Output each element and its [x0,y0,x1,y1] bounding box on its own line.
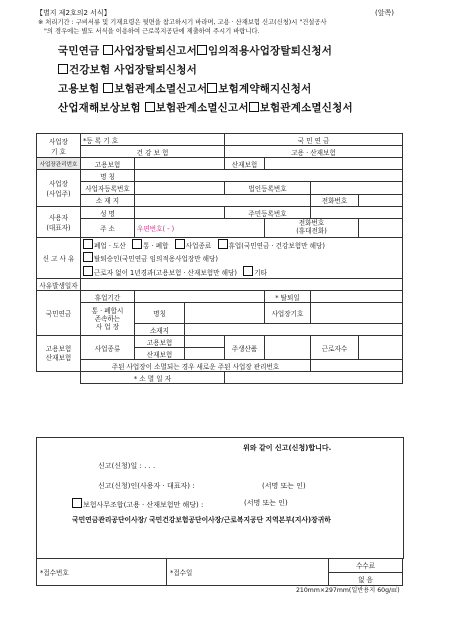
declaration-text: 위와 같이 신고(신청)합니다. [243,444,332,452]
name-label: 명 칭 [81,170,135,182]
leave-period-label: 휴업기간 [81,291,135,303]
reason-row-1: 폐업 · 도산 통 · 폐합 사업종료 휴업(국민연금 · 건강보험만 해당) [81,238,403,252]
reason-row-3: 근로자 없이 1년경과(고용보험 · 산재보험만 해당) 기타 [81,265,403,279]
reason-withdraw-checkbox[interactable] [83,252,93,262]
extinction-date-field[interactable] [225,372,403,384]
merger-address-label: 소재지 [135,324,185,336]
agent-signature[interactable]: (서명 또는 인) [244,499,288,507]
rep-name-label: 성 명 [81,207,135,219]
succession-field[interactable] [311,360,403,372]
recipients: 국민연금관리공단이사장/ 국민건강보험공단이사장/근로복지공단 지역본부(지사)장귀하 [72,516,331,524]
checkbox[interactable] [58,64,68,74]
merger-name-field[interactable] [185,303,265,324]
application-date: 신고(신청)일 : . . . [98,462,156,470]
merger-code-label: 사업장기호 [265,303,311,324]
reason-suspension-checkbox[interactable] [218,239,228,249]
biz-type-ei-label: 고용보험 [135,336,185,348]
workers-field[interactable] [359,336,403,360]
reason-end-checkbox[interactable] [175,239,185,249]
health-label: 건 강 보 험 [81,146,225,158]
extinction-date-label: * 소 멸 일 자 [81,372,225,384]
checkbox[interactable] [103,45,113,55]
mobile-phone-field[interactable] [359,219,403,238]
paper-size-footer: 210mm×297mm(일반용지 60g/㎡) [296,587,400,594]
workers-label: 근로자수 [311,336,359,360]
instruction-line-1: ※ 처리기간 : 구비서류 및 기재요령은 뒷면을 참고하시기 바라며, 고용 · 산재보험 신고(신청)시 "건설공사 [38,19,327,26]
checkbox[interactable] [249,102,259,112]
employment-ins-field[interactable] [135,158,225,170]
insurance-agent-checkbox[interactable] [72,498,82,508]
report-reason-label: 신 고 사 유 [37,238,81,279]
report-form [36,133,403,384]
biz-type-label: 사업종류 [81,336,135,360]
phone-label: 전화번호 [311,194,359,206]
merger-name-label: 명칭 [135,303,185,324]
receipt-table [36,558,403,586]
accident-ins-label: 산재보험 [225,158,265,170]
biz-type-ai-field[interactable] [185,348,225,360]
title-line-2: 건강보험 사업장탈퇴신청서 [58,64,197,76]
phone-field[interactable] [359,194,403,206]
pension-label: 국 민 연 금 [225,134,403,146]
page-side: (앞쪽) [375,9,394,17]
applicant-label: 신고(신청)인(사용자 · 대표자) : [98,482,195,490]
receipt-date-label: *접수일 [167,559,329,586]
main-product-field[interactable] [265,336,311,360]
checkbox[interactable] [145,102,155,112]
biz-reg-no-label: 사업자등록번호 [81,182,135,194]
emp-accident-label: 고용 · 산재보험 [225,146,403,158]
address-label: 소 재 지 [81,194,135,206]
workplace-mgmt-no-label: 사업장관리번호 [37,158,81,170]
title-line-1: 국민연금 사업장탈퇴신고서 임의적용사업장탈퇴신청서 [58,45,333,57]
resident-no-label: 주민등록번호 [225,207,311,219]
leave-period-field[interactable] [135,291,265,303]
workplace-code-label: 사업장 기 호 [37,134,81,158]
checkbox[interactable] [197,45,207,55]
reason-merger-checkbox[interactable] [132,239,142,249]
mobile-phone-label: 전화번호 (휴대전화) [265,219,359,238]
title-line-3: 고용보험 보험관계소멸신고서 보험계약해지신청서 [58,83,312,95]
merger-address-field[interactable] [185,324,403,336]
checkbox[interactable] [103,83,113,93]
surviving-workplace-label: 통 · 폐합시 존속하는 사 업 장 [81,303,135,336]
insurance-agent-line: 보험사무조합(고용 · 산재보험만 해당) : [72,498,203,510]
withdraw-date-field[interactable] [311,291,403,303]
fee-value: 없 음 [329,572,403,586]
succession-label: 주된 사업장이 소멸되는 경우 새로운 주된 사업장 관리번호 [81,360,311,372]
national-pension-section: 국민연금 [37,291,81,336]
biz-type-ei-field[interactable] [185,336,225,348]
address-field[interactable] [135,194,311,206]
ei-ai-section: 고용보험 산재보험 [37,336,81,372]
reason-closure-checkbox[interactable] [83,239,93,249]
accident-ins-field[interactable] [265,158,403,170]
employment-ins-label: 고용보험 [81,158,135,170]
title-line-4: 산업재해보상보험 보험관계소멸신고서 보험관계소멸신청서 [58,102,353,114]
corp-reg-no-field[interactable] [311,182,403,194]
rep-name-field[interactable] [135,207,225,219]
postal-code-field[interactable]: 우편번호( - ) [135,219,265,238]
business-owner-label: 사업장 (사업주) [37,170,81,207]
main-product-label: 주생산품 [225,336,265,360]
fee-label: 수수료 [329,559,403,573]
occurrence-date-field[interactable] [81,279,403,291]
withdraw-date-label: * 탈퇴일 [265,291,311,303]
representative-label: 사용자 (대표자) [37,207,81,238]
resident-no-field[interactable] [311,207,403,219]
merger-code-field[interactable] [311,303,403,324]
checkbox[interactable] [207,83,217,93]
name-field[interactable] [135,170,403,182]
instruction-line-2: "의 경우에는 별도 서식을 이용하여 근로복지공단에 제출하여 주시기 바랍니다. [44,28,260,35]
reason-row-2: 탈퇴승인(국민연금 임의적용사업장만 해당) [81,251,403,264]
applicant-signature[interactable]: (서명 또는 인) [262,482,306,490]
biz-type-ai-label: 산재보험 [135,348,185,360]
occurrence-date-label: 사유발생일자 [37,279,81,291]
reason-other-checkbox[interactable] [243,266,253,276]
receipt-number-label: *접수번호 [37,559,167,586]
corp-reg-no-label: 법인등록번호 [225,182,311,194]
reg-no-label: *등 록 기 호 [81,134,225,146]
biz-reg-no-field[interactable] [135,182,225,194]
form-number: 【별지 제2호의2 서식】 [36,9,111,17]
rep-address-label: 주 소 [81,219,135,238]
reason-no-workers-checkbox[interactable] [83,266,93,276]
